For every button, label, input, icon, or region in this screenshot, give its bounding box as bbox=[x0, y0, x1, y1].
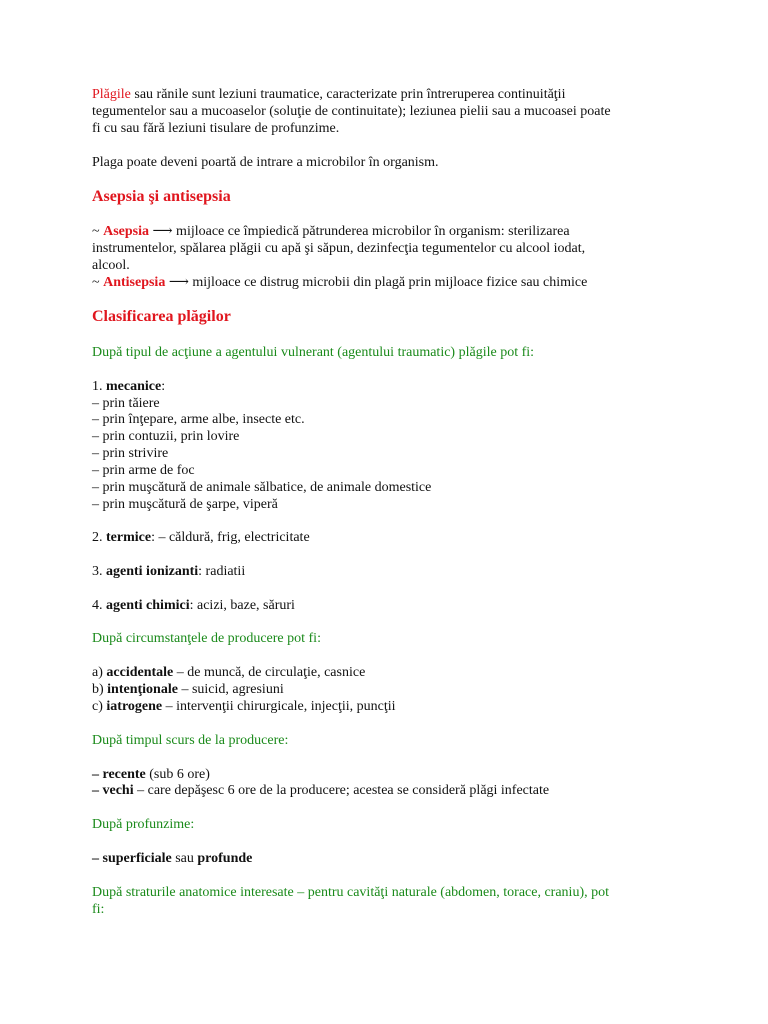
subheading-circumstante: După circumstanţele de producere pot fi: bbox=[92, 631, 321, 646]
subheading-timp-scurs: După timpul scurs de la producere: bbox=[92, 733, 289, 748]
item-accidentale: a) accidentale – de muncă, de circulaţie, casnice bbox=[92, 665, 366, 680]
subheading-straturi-line-2: fi: bbox=[92, 902, 105, 917]
list-item: – prin arme de foc bbox=[92, 463, 195, 478]
subheading-profunzime: După profunzime: bbox=[92, 817, 195, 832]
term-asepsia: Asepsia bbox=[103, 224, 149, 239]
item-intentionale: b) intenţionale – suicid, agresiuni bbox=[92, 682, 284, 697]
list-item: – prin strivire bbox=[92, 446, 169, 461]
list-item: – prin înţepare, arme albe, insecte etc. bbox=[92, 412, 305, 427]
item-termice: 2. termice: – căldură, frig, electricitate bbox=[92, 530, 310, 545]
item-vechi: – vechi – care depăşesc 6 ore de la producere; acestea se consideră plăgi infectate bbox=[92, 783, 550, 798]
subheading-tip-actiune: După tipul de acţiune a agentului vulnerant (agentului traumatic) plăgile pot fi: bbox=[92, 345, 535, 360]
item-mecanice: 1. mecanice: bbox=[92, 379, 166, 394]
list-item: – prin tăiere bbox=[92, 396, 160, 411]
list-item: – prin muşcătură de animale sălbatice, de animale domestice bbox=[92, 480, 432, 495]
item-iatrogene: c) iatrogene – intervenţii chirurgicale, injecţii, puncţii bbox=[92, 699, 396, 714]
term-plagile: Plăgile bbox=[92, 87, 131, 102]
list-item: – prin contuzii, prin lovire bbox=[92, 429, 240, 444]
intro-line-1: Plăgile sau rănile sunt leziuni traumatice, caracterizate prin întreruperea continuităţii bbox=[92, 87, 566, 102]
asepsia-line-3: alcool. bbox=[92, 258, 130, 273]
asepsia-line-1: ~ Asepsia ⟶ mijloace ce împiedică pătrunderea microbilor în organism: sterilizarea bbox=[92, 224, 570, 239]
item-agenti-ionizanti: 3. agenti ionizanti: radiatii bbox=[92, 564, 246, 579]
heading-asepsia: Asepsia şi antisepsia bbox=[92, 188, 231, 205]
item-agenti-chimici: 4. agenti chimici: acizi, baze, săruri bbox=[92, 598, 295, 613]
item-recente: – recente (sub 6 ore) bbox=[92, 767, 210, 782]
heading-clasificarea: Clasificarea plăgilor bbox=[92, 308, 231, 325]
intro-line-2: tegumentelor sau a mucoaselor (soluţie de continuitate); leziunea pielii sau a mucoasei poate bbox=[92, 104, 611, 119]
intro-line-3: fi cu sau fără leziuni tisulare de profunzime. bbox=[92, 121, 340, 136]
antisepsia-line: ~ Antisepsia ⟶ mijloace ce distrug microbii din plagă prin mijloace fizice sau chimice bbox=[92, 275, 588, 290]
item-superficiale-profunde: – superficiale sau profunde bbox=[92, 851, 253, 866]
term-antisepsia: Antisepsia bbox=[103, 275, 166, 290]
list-item: – prin muşcătură de şarpe, viperă bbox=[92, 497, 278, 512]
intro-paragraph-2: Plaga poate deveni poartă de intrare a microbilor în organism. bbox=[92, 155, 439, 170]
asepsia-line-2: instrumentelor, spălarea plăgii cu apă şi săpun, dezinfecţia tegumentelor cu alcool iodat, bbox=[92, 241, 586, 256]
subheading-straturi-line-1: După straturile anatomice interesate – pentru cavităţi naturale (abdomen, torace, craniu), pot bbox=[92, 885, 609, 900]
